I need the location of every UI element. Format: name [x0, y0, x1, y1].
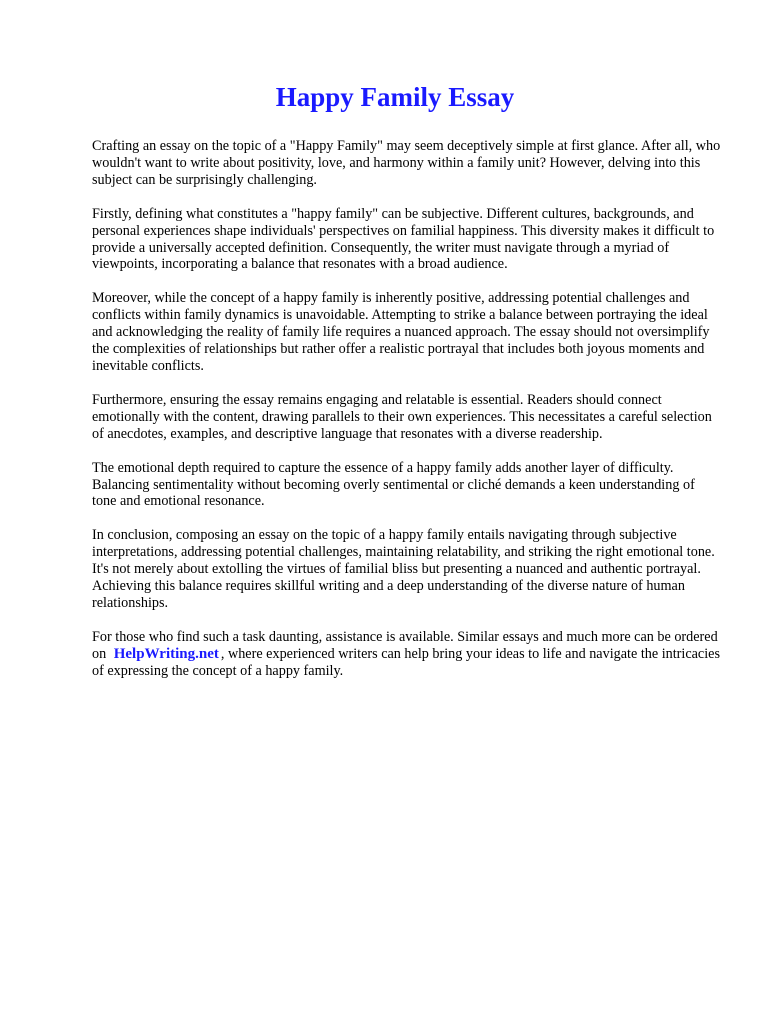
paragraph-emotional-depth: The emotional depth required to capture the essence of a happy family adds another layer of difficulty. Balancing sentimentality without becoming overly sentimental or cliché demands a keen understanding of tone and emotional resonance.: [92, 459, 695, 510]
helpwriting-link[interactable]: HelpWriting.net: [113, 645, 219, 662]
paragraph-challenges: Moreover, while the concept of a happy family is inherently positive, addressing potential challenges and conflicts within family dynamics is unavoidable. Attempting to strike a balance between portraying the ideal and acknowledging the reality of family life requires a nuanced approach. The essay should not oversimplify the complexities of relationships but rather offer a realistic portrayal that includes both joyous moments and inevitable conflicts.: [92, 290, 710, 374]
paragraph-engagement: Furthermore, ensuring the essay remains engaging and relatable is essential. Readers should connect emotionally with the content, drawing parallels to their own experiences. This necessitates a careful selection of anecdotes, examples, and descriptive language that resonates with a diverse readership.: [92, 391, 712, 442]
closing-text-after-link: , where experienced writers can help bring your ideas to life and navigate the intricacies of expressing the concept of a happy family.: [92, 645, 720, 679]
closing-text-before-link: For those who find such a task daunting, assistance is available. Similar essays and much more can be ordered on: [92, 628, 718, 662]
document-title: Happy Family Essay: [275, 82, 515, 112]
paragraph-conclusion: In conclusion, composing an essay on the topic of a happy family entails navigating through subjective interpretations, addressing potential challenges, maintaining relatability, and striking the right emotional tone. It's not merely about extolling the virtues of familial bliss but presenting a nuanced and authentic portrayal. Achieving this balance requires skillful writing and a deep understanding of the diverse nature of human relationships.: [92, 527, 715, 611]
paragraph-closing: [92, 629, 722, 680]
paragraph-intro: Crafting an essay on the topic of a "Happy Family" may seem deceptively simple at first glance. After all, who wouldn't want to write about positivity, love, and harmony within a family unit? However, delving into this subject can be surprisingly challenging.: [92, 138, 721, 188]
paragraph-defining: Firstly, defining what constitutes a "happy family" can be subjective. Different cultures, backgrounds, and personal experiences shape individuals' perspectives on familial happiness. This diversity makes it difficult to provide a universally accepted definition. Consequently, the writer must navigate through a myriad of viewpoints, incorporating a balance that resonates with a broad audience.: [92, 205, 715, 273]
